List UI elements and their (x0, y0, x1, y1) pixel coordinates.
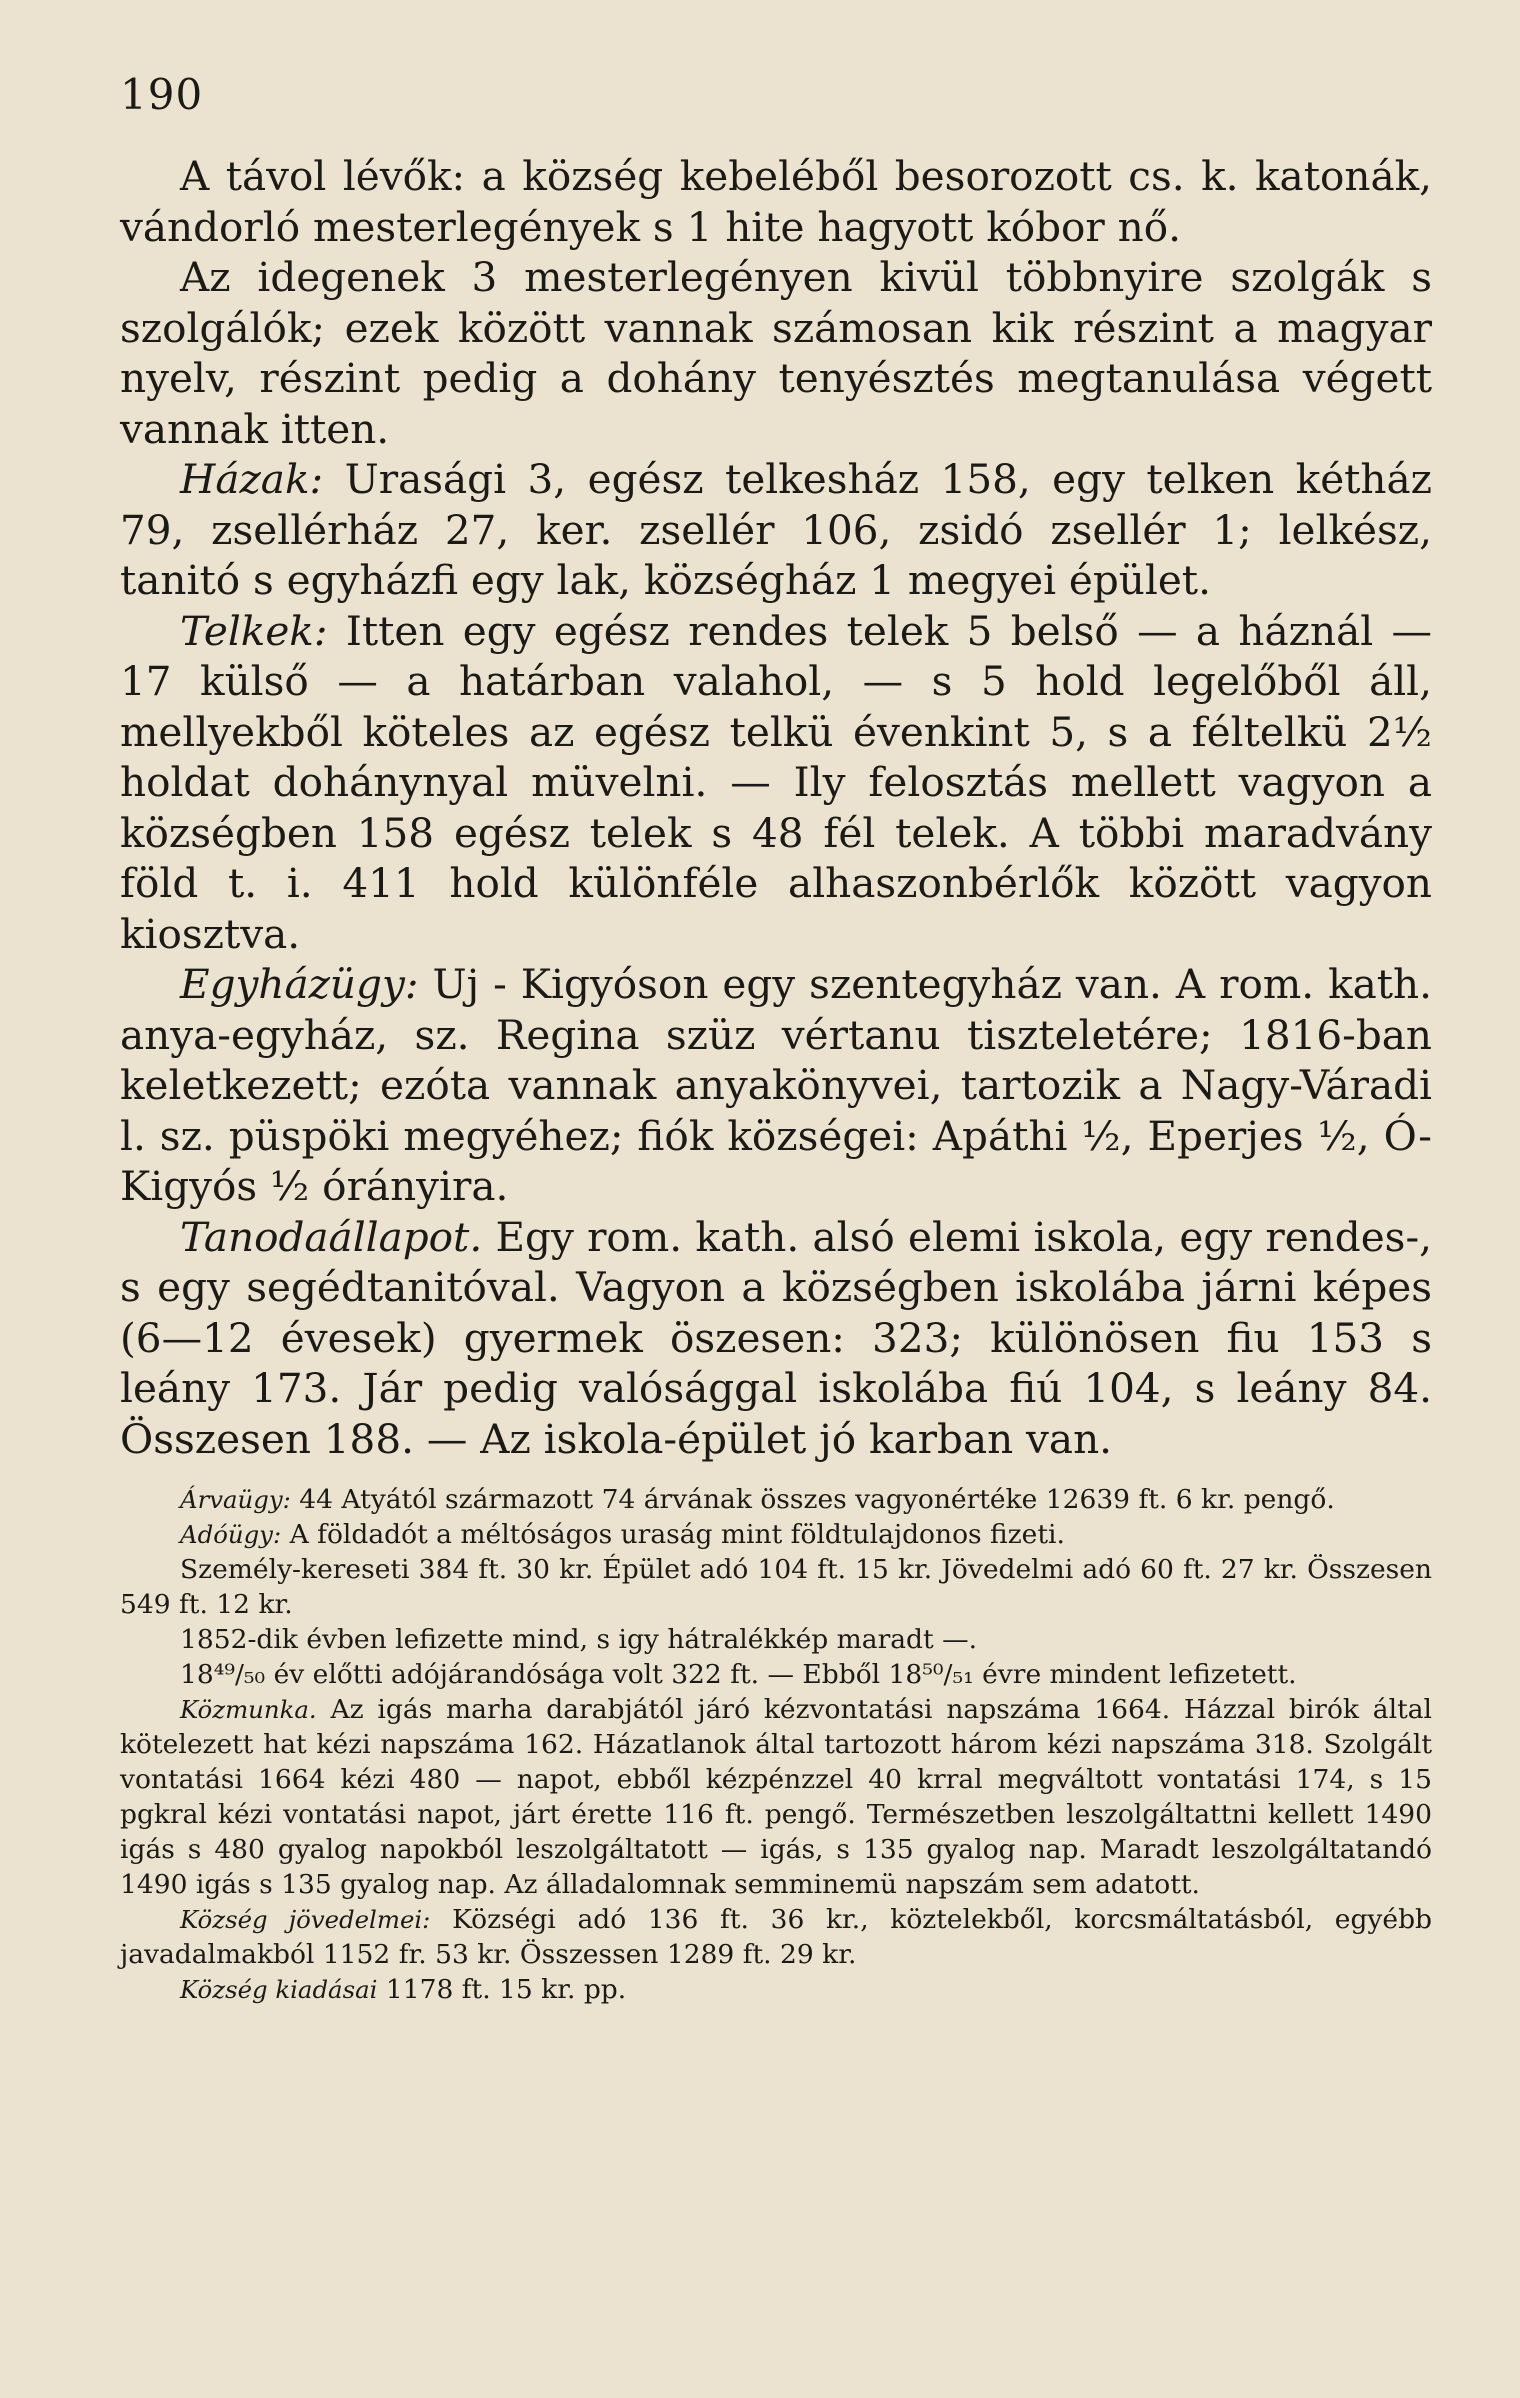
page-number: 190 (120, 70, 204, 119)
note-line: 18⁴⁹/₅₀ év előtti adójárandósága volt 322 ft. — Ebből 18⁵⁰/₅₁ évre mindent lefizetett. (180, 1659, 1297, 1690)
paragraph-egyhazugy: Egyházügy: Uj - Kigyóson egy szentegyház van. A rom. kath. anya-egyház, sz. Regina szüz vértanu tiszteletére; 1816-ban keletkezett; ezóta vannak anyakönyvei, tartozik a Nagy-Váradi l. sz. püspöki megyéhez; fiók községei: Apáthi ½, Eperjes ½, Ó-Kigyós ½ órányira. (120, 960, 1433, 1210)
note-lead: Közmunka. (180, 1695, 317, 1724)
note-kozmunka: Közmunka. Az igás marha darabjától járó kézvontatási napszáma 1664. Házzal birók által kötelezett hat kézi napszáma 162. Házatlanok által tartozott három kézi napszáma 318. Szolgált vontatási 1664 kézi 480 — napot, ebből kézpénzzel 40 krral megváltott vontatási 174, s 15 pgkral kézi vontatási napot, járt érette 116 ft. pengő. Természetben leszolgáltattni kellett 1490 igás s 480 gyalog napokból leszolgáltatott — igás, s 135 gyalog nap. Maradt leszolgáltatandó 1490 igás s 135 gyalog nap. Az álladalomnak semminemü napszám sem adatott. (120, 1694, 1432, 1900)
small-print-notes (120, 1482, 1432, 2007)
paragraph-tanodaallapot: Tanodaállapot. Egy rom. kath. alsó elemi iskola, egy rendes-, s egy segédtanitóval. Vagyon a községben iskolába járni képes (6—12 évesek) gyermek öszesen: 323; különösen fiu 153 s leány 173. Jár pedig valósággal iskolába fiú 104, s leány 84. Összesen 188. — Az iskola-épület jó karban van. (120, 1212, 1433, 1463)
note-line: Személy-kereseti 384 ft. 30 kr. Épület adó 104 ft. 15 kr. Jövedelmi adó 60 ft. 27 kr. Összesen 549 ft. 12 kr. (120, 1554, 1432, 1620)
note-line: 1852-dik évben lefizette mind, s igy hátralékkép maradt —. (180, 1624, 978, 1655)
paragraph-telkek: Telkek: Itten egy egész rendes telek 5 belső — a háznál — 17 külső — a határban valahol, — s 5 hold legelőből áll, mellyekből köteles az egész telkü évenkint 5, s a féltelkü 2½ holdat dohánynyal müvelni. — Ily felosztás mellett vagyon a községben 158 egész telek s 48 fél telek. A többi maradvány föld t. i. 411 hold különféle alhaszonbérlők között vagyon kiosztva. (120, 606, 1432, 958)
section-lead: Házak: (180, 455, 324, 503)
note-lead: Község kiadásai (180, 1975, 378, 2004)
paragraph: Az idegenek 3 mesterlegényen kivül többnyire szolgák s szolgálók; ezek között vannak számosan kik részint a magyar nyelv, részint pedig a dohány tenyésztés megtanulása végett vannak itten. (120, 253, 1432, 453)
note-lead: Árvaügy: (180, 1485, 291, 1514)
paragraph-hazak: Házak: Urasági 3, egész telkesház 158, egy telken kétház 79, zsellérház 27, ker. zsellér 106, zsidó zsellér 1; lelkész, tanitó s egyházfi egy lak, községház 1 megyei épület. (120, 455, 1433, 604)
section-lead: Egyházügy: (180, 960, 419, 1008)
note-arvaugy: Árvaügy: 44 Atyától származott 74 árvának összes vagyonértéke 12639 ft. 6 kr. pengő. (180, 1484, 1335, 1515)
note-lead: Adóügy: (180, 1520, 282, 1549)
section-lead: Telkek: (180, 606, 328, 655)
note-lead: Község jövedelmei: (180, 1905, 431, 1934)
note-kozseg-kiadasai: Község kiadásai 1178 ft. 15 kr. pp. (180, 1974, 627, 2005)
note-kozseg-jovedelmei: Község jövedelmei: Községi adó 136 ft. 36 kr., köztelekből, korcsmáltatásból, egyébb javadalmakból 1152 fr. 53 kr. Összessen 1289 ft. 29 kr. (120, 1904, 1432, 1970)
section-lead: Tanodaállapot. (180, 1212, 483, 1261)
paragraph: A távol lévők: a község kebeléből besorozott cs. k. katonák, vándorló mesterlegények s 1 hite hagyott kóbor nő. (120, 152, 1432, 251)
note-adougy: Adóügy: A földadót a méltóságos uraság mint földtulajdonos fizeti. (180, 1519, 1065, 1550)
main-text (120, 151, 1432, 1464)
